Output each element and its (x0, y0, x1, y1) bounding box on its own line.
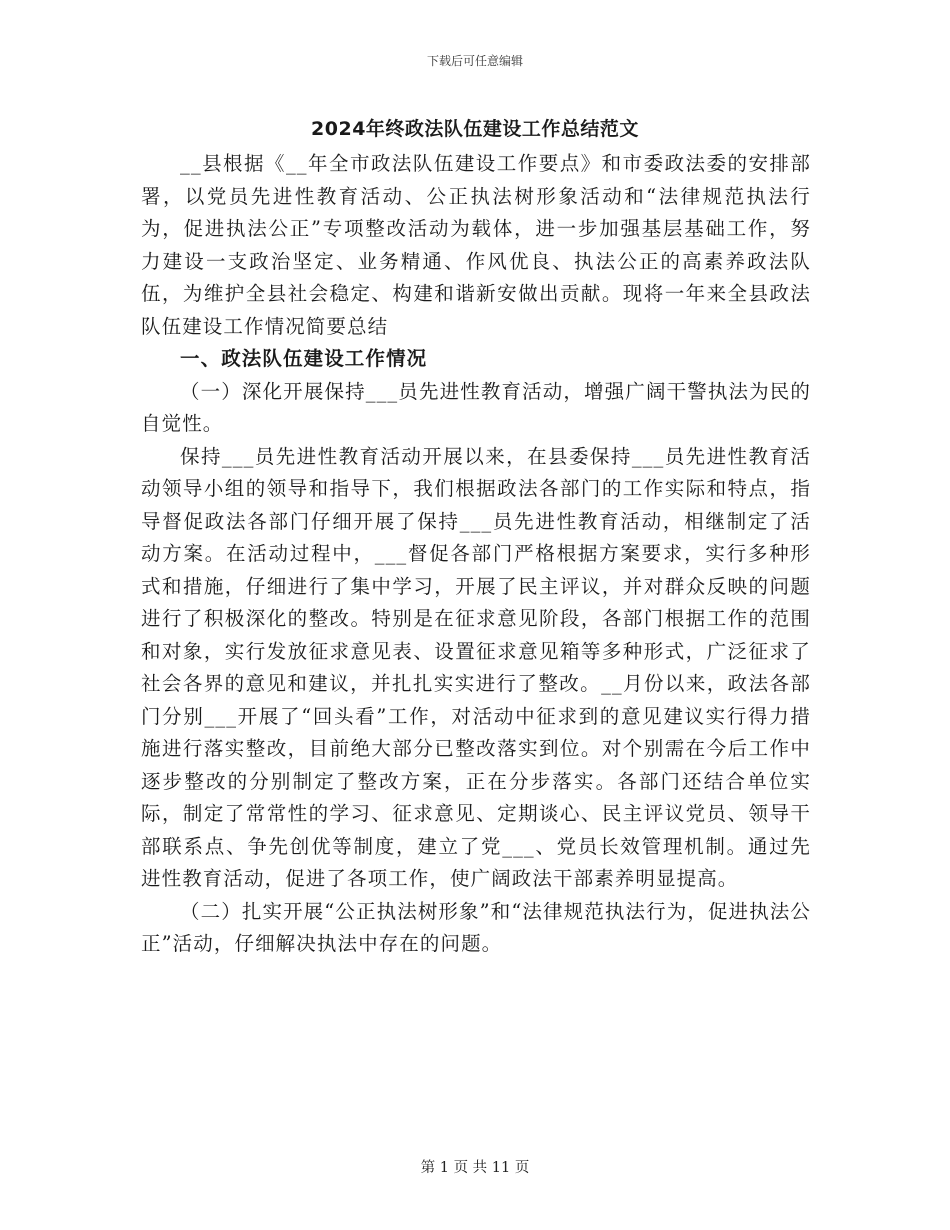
header-note: 下载后可任意编辑 (426, 54, 523, 68)
page-title: 2024年终政法队伍建设工作总结范文 (311, 118, 639, 140)
body-paragraph: 保持___员先进性教育活动开展以来，在县委保持___员先进性教育活动领导小组的领导和指导下，我们根据政法各部门的工作实际和特点，指导督促政法各部门仔细开展了保持___员先进性教育活动，相继制定了活动方案。在活动过程中，___督促各部门严格根据方案要求，实行多种形式和措施，仔细进行了集中学习，开展了民主评议，并对群众反映的问题进行了积极深化的整改。特别是在征求意见阶段，各部门根据工作的范围和对象，实行发放征求意见表、设置征求意见箱等多种形式，广泛征求了社会各界的意见和建议，并扎扎实实进行了整改。__月份以来，政法各部门分别___开展了“回头看”工作，对活动中征求到的意见建议实行得力措施进行落实整改，目前绝大部分已整改落实到位。对个别需在今后工作中逐步整改的分别制定了整改方案，正在分步落实。各部门还结合单位实际，制定了常常性的学习、征求意见、定期谈心、民主评议党员、领导干部联系点、争先创优等制度，建立了党___、党员长效管理机制。通过先进性教育活动，促进了各项工作，使广阔政法干部素养明显提高。 (141, 444, 811, 890)
page-number: 第 1 页 共 11 页 (420, 1160, 530, 1176)
document-body (141, 148, 811, 961)
section-heading: 一、政法队伍建设工作情况 (180, 347, 428, 370)
subsection-heading-1: （一）深化开展保持___员先进性教育活动，增强广阔干警执法为民的自觉性。 (141, 379, 811, 435)
intro-paragraph: __县根据《__年全市政法队伍建设工作要点》和市委政法委的安排部署，以党员先进性教育活动、公正执法树形象活动和“法律规范执法行为，促进执法公正”专项整改活动为载体，进一步加强基层基础工作，努力建设一支政治坚定、业务精通、作风优良、执法公正的高素养政法队伍，为维护全县社会稳定、构建和谐新安做出贡献。现将一年来全县政法队伍建设工作情况简要总结 (141, 152, 811, 338)
subsection-heading-2: （二）扎实开展“公正执法树形象”和“法律规范执法行为，促进执法公正”活动，仔细解决执法中存在的问题。 (141, 899, 811, 955)
